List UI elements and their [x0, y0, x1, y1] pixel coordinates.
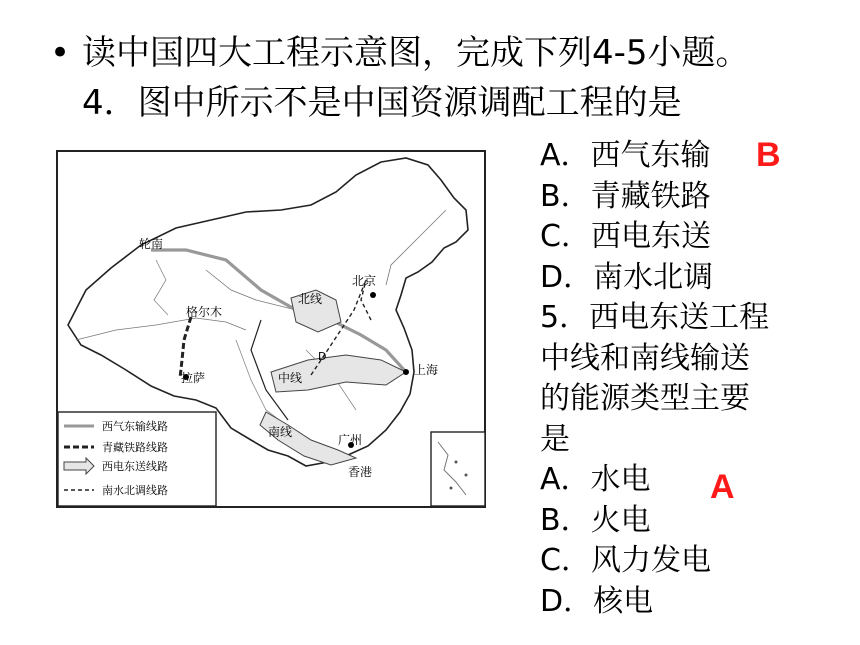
place-guangzhou: 广州 [338, 433, 363, 447]
place-beijing: 北京 [352, 274, 377, 288]
options-column [540, 136, 840, 622]
label-south-line: 南线 [268, 425, 293, 439]
place-lunnan: 轮南 [139, 237, 164, 251]
label-north-line: 北线 [298, 292, 323, 306]
q5-option-c: C．风力发电 [540, 543, 711, 578]
china-map-figure [56, 150, 486, 508]
beijing-dot [370, 292, 376, 298]
question-5-line-2: 中线和南线输送 [540, 340, 750, 376]
q4-option-b: B．青藏铁路 [540, 178, 711, 214]
q4-option-a: A．西气东输 [540, 138, 711, 173]
title-text: 读中国四大工程示意图，完成下列4-5小题。 [82, 33, 750, 73]
q5-answer: A [710, 468, 735, 506]
bullet: • [50, 33, 71, 73]
question-5-line-4: 是 [540, 421, 570, 457]
legend-gas: 西气东输线路 [102, 420, 168, 433]
label-d: D [318, 350, 327, 363]
legend-water: 南水北调线路 [102, 484, 168, 497]
q4-answer: B [756, 136, 781, 174]
q5-option-d: D．核电 [540, 583, 654, 619]
label-middle-line: 中线 [278, 371, 303, 385]
q5-option-a: A．水电 [540, 462, 651, 497]
shanghai-dot [403, 369, 409, 375]
legend-railway: 青藏铁路线路 [102, 441, 168, 454]
place-golmud: 格尔木 [186, 305, 223, 319]
place-hongkong: 香港 [348, 465, 373, 479]
title-line [50, 28, 750, 78]
place-lhasa: 拉萨 [181, 371, 206, 385]
question-4: 4．图中所示不是中国资源调配工程的是 [82, 83, 682, 123]
q5-option-b: B．火电 [540, 502, 651, 538]
question-5-line-3: 的能源类型主要 [540, 381, 750, 416]
question-5-line-1: 5．西电东送工程 [540, 300, 770, 335]
place-shanghai: 上海 [414, 363, 439, 377]
q4-option-d: D．南水北调 [540, 259, 714, 295]
q4-option-c: C．西电东送 [540, 219, 711, 254]
legend-power: 西电东送线路 [102, 460, 168, 473]
